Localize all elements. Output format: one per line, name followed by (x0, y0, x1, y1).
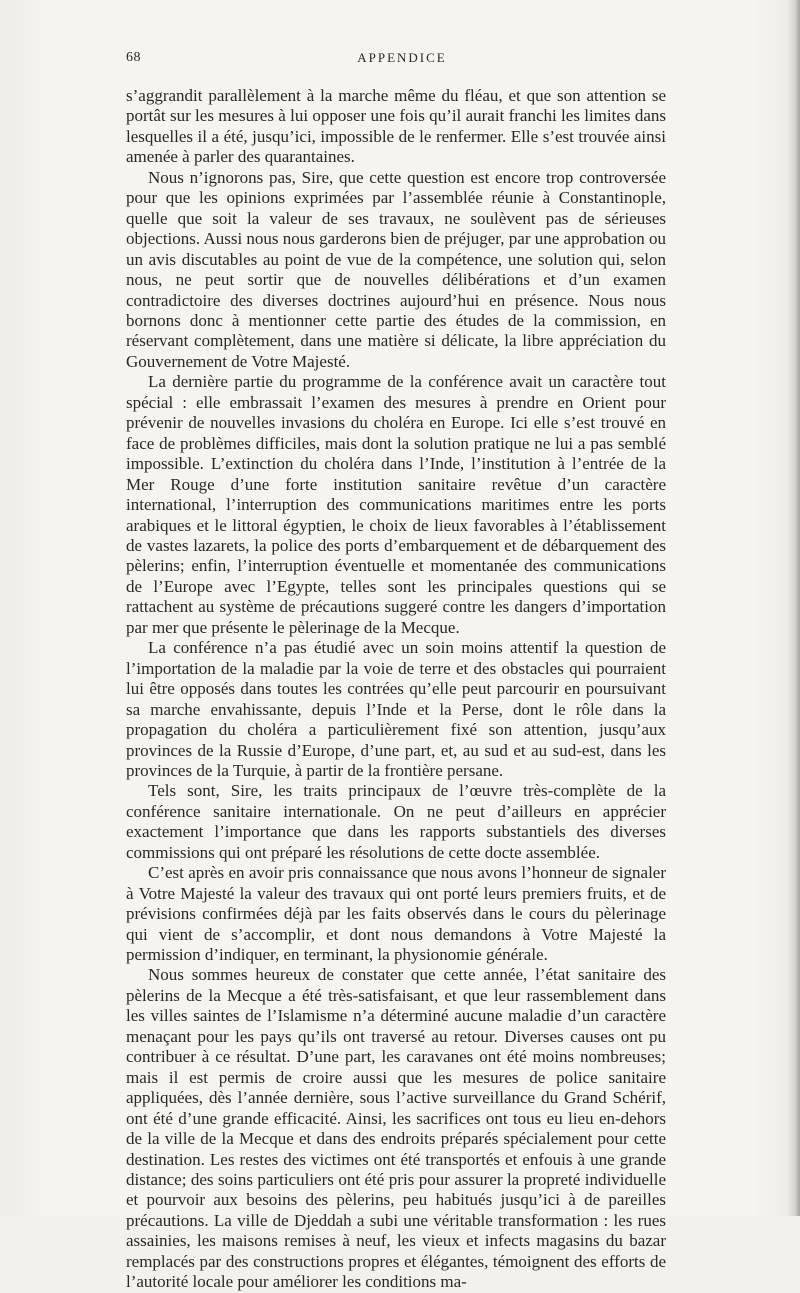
paragraph-5: Tels sont, Sire, les traits principaux de l’œuvre très-complète de la conférence sanitaire internationale. On ne peut d’ailleurs en apprécier exactement l’importance que dans les rapports substantiels des diverses commissions qui ont préparé les résolutions de cette docte assemblée. (126, 781, 666, 862)
paragraph-3: La dernière partie du programme de la conférence avait un caractère tout spécial : elle embrassait l’examen des mesures à prendre en Orient pour prévenir de nouvelles invasions du choléra en Europe. Ici elle s’est trouvé en face de problèmes difficiles, mais dont la solution pratique ne lui a pas semblé impossible. L’extinction du choléra dans l’Inde, l’institution à l’entrée de la Mer Rouge d’une forte institution sanitaire revêtue d’un caractère international, l’interruption des communications maritimes entre les ports arabiques et le littoral égyptien, le choix de lieux favorables à l’établissement de vastes lazarets, la police des ports d’embarquement et de débarquement des pèlerins; enfin, l’interruption éventuelle et momentanée des communications de l’Europe avec l’Egypte, telles sont les principales questions qui se rattachent au système de précautions suggeré contre les dangers d’importation par mer que présente le pèlerinage de la Mecque. (126, 372, 666, 637)
paragraph-1: s’aggrandit parallèlement à la marche même du fléau, et que son attention se portât sur les mesures à lui opposer une fois qu’il aurait franchi les limites dans lesquelles il a été, jusqu’ici, impossible de le renfermer. Elle s’est trouvée ainsi amenée à parler des quarantaines. (126, 86, 666, 167)
paragraph-6: C’est après en avoir pris connaissance que nous avons l’honneur de signaler à Votre Majesté la valeur des travaux qui ont porté leurs premiers fruits, et de prévisions confirmées déjà par les faits observés dans le cours du pèlerinage qui vient de s’accomplir, et dont nous demandons à Votre Majesté la permission d’indiquer, en terminant, la physionomie générale. (126, 863, 666, 965)
page-header (126, 50, 666, 72)
paragraph-4: La conférence n’a pas étudié avec un soin moins attentif la question de l’importation de la maladie par la voie de terre et des obstacles qui pourraient lui être opposés dans toutes les contrées qu’elle peut parcourir en poursuivant sa marche envahissante, depuis l’Inde et la Perse, dont le rôle dans la propagation du choléra a particulièrement fixé son attention, jusqu’aux provinces de la Russie d’Europe, d’une part, et, au sud et au sud-est, dans les provinces de la Turquie, à partir de la frontière persane. (126, 638, 666, 780)
paragraph-2: Nous n’ignorons pas, Sire, que cette question est encore trop controversée pour que les opinions exprimées par l’assemblée réunie à Constantinople, quelle que soit la valeur de ses travaux, ne soulèvent pas de sérieuses objections. Aussi nous nous garderons bien de préjuger, par une approbation ou un avis discutables au point de vue de la compétence, une solution qui, selon nous, ne peut sortir que de nouvelles délibérations et d’un examen contradictoire des diverses doctrines aujourd’hui en présence. Nous nous bornons donc à mentionner cette partie des études de la commission, en réservant complètement, dans une matière si délicate, la libre appréciation du Gouvernement de Votre Majesté. (126, 167, 666, 371)
running-head: APPENDICE (357, 50, 447, 65)
page-number: 68 (126, 50, 141, 65)
body-text (126, 86, 666, 1293)
paragraph-7: Nous sommes heureux de constater que cette année, l’état sanitaire des pèlerins de la Mecque a été très-satisfaisant, et que leur rassemblement dans les villes saintes de l’Islamisme n’a déterminé aucune maladie d’un caractère menaçant pour les pays qu’ils ont traversé au retour. Diverses causes ont pu contribuer à ce résultat. D’une part, les caravanes ont été moins nombreuses; mais il est permis de croire aussi que les mesures de police sanitaire appliquées, dès l’année dernière, sous l’active surveillance du Grand Schérif, ont été d’une grande efficacité. Ainsi, les sacrifices ont tous eu lieu en-dehors de la ville de la Mecque et dans des endroits préparés spécialement pour cette destination. Les restes des victimes ont été transportés et enfouis à une grande distance; des soins particuliers ont été pris pour assurer la propreté individuelle et pourvoir aux besoins des pèlerins, peu habitués jusqu’ici à de pareilles précautions. La ville de Djeddah a subi une véritable transformation : les rues assainies, les maisons remises à neuf, les vieux et infects magasins du bazar remplacés par des constructions propres et élégantes, témoignent des efforts de l’autorité locale pour améliorer les conditions ma- (126, 965, 666, 1292)
page-edge-shadow (786, 0, 800, 1216)
